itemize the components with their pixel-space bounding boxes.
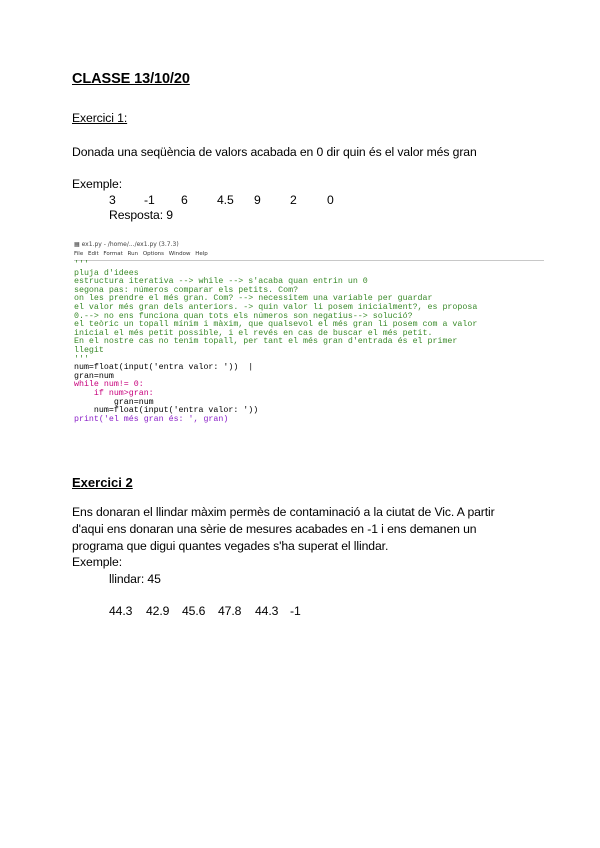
exercise-2-heading: Exercici 2	[72, 475, 133, 490]
code-line: En el nostre cas no tenim topall, per tant el més gran d'entrada és el primer	[74, 337, 458, 347]
exercise-2-value: 44.3	[109, 604, 133, 618]
exercise-2-value: 45.6	[182, 604, 206, 618]
menu-run: Run	[127, 251, 139, 257]
editor-menubar	[74, 251, 208, 259]
exercise-1-value: 0	[327, 193, 334, 207]
code-line: '''	[74, 260, 89, 269]
menu-format: Format	[103, 251, 123, 257]
exercise-1-value: 3	[109, 193, 116, 207]
editor-titlebar	[74, 241, 179, 250]
menu-edit: Edit	[87, 251, 99, 257]
exercise-1-heading: Exercici 1:	[72, 111, 128, 125]
code-line: el teòric un topall mínim i màxim, que qualsevol el més gran li posem com a valor	[74, 320, 478, 330]
page-title: CLASSE 13/10/20	[72, 71, 190, 87]
code-line: estructura iterativa --> while --> s'acaba quan entrin un 0	[74, 277, 368, 287]
exercise-1-value: 2	[290, 193, 297, 207]
code-line: pluja d'idees	[74, 268, 139, 278]
code-line: gran=num	[74, 371, 114, 381]
exercise-2-paragraph-line: programa que digui quantes vegades s'ha superat el llindar.	[72, 539, 389, 553]
exercise-1-answer: Resposta: 9	[109, 208, 173, 222]
menu-file: File	[74, 251, 84, 257]
menu-options: Options	[142, 251, 165, 257]
exercise-2-value: 42.9	[146, 604, 170, 618]
editor-file-icon: ▦	[74, 241, 80, 248]
exercise-2-value: 47.8	[218, 604, 242, 618]
code-line: on les prendre el més gran. Com? --> necessitem una variable per guardar	[74, 294, 433, 304]
exercise-1-value: 4.5	[217, 193, 234, 207]
code-block	[74, 261, 477, 424]
exercise-2-value: 44.3	[255, 604, 279, 618]
exercise-2-paragraph-line: Ens donaran el llindar màxim permès de contaminació a la ciutat de Vic. A partir	[72, 505, 495, 519]
menu-window: Window	[168, 251, 191, 257]
code-line: 0.--> no ens funciona quan tots els números son negatius--> solució?	[74, 311, 413, 321]
code-line: while num!= 0:	[74, 380, 144, 390]
exercise-2-example-label: Exemple:	[72, 555, 123, 569]
code-line: num=float(input('entra valor: ')) |	[74, 363, 254, 373]
code-line: inicial el més petit possible, i el revés en cas de buscar el més petit.	[74, 328, 433, 338]
code-line: el valor més gran dels anteriors. -> quin valor li posem inicialment?, es proposa	[74, 302, 478, 312]
code-line: print('el més gran és: ', gran)	[74, 414, 229, 424]
menu-help: Help	[195, 251, 208, 257]
code-line: '''	[74, 354, 89, 364]
exercise-2-value: -1	[290, 604, 301, 618]
exercise-1-value: 6	[181, 193, 188, 207]
code-line: if num>gran:	[74, 388, 154, 398]
exercise-1-value: 9	[254, 193, 261, 207]
code-line: segona pas: números comparar els petits. Com?	[74, 285, 299, 295]
code-line: llegit	[74, 345, 104, 355]
exercise-1-value: -1	[144, 193, 155, 207]
exercise-1-example-label: Exemple:	[72, 177, 123, 191]
code-editor-screenshot	[74, 241, 544, 446]
editor-title-text: ex1.py - /home/.../ex1.py (3.7.3)	[81, 241, 179, 248]
exercise-2-paragraph-line: d'aqui ens donaran una sèrie de mesures acabades en -1 i ens demanen un	[72, 522, 477, 536]
code-line: num=float(input('entra valor: '))	[74, 406, 259, 416]
exercise-1-statement: Donada una seqüència de valors acabada en 0 dir quin és el valor més gran	[72, 145, 477, 159]
code-line: gran=num	[74, 397, 154, 407]
exercise-2-threshold: llindar: 45	[109, 572, 161, 586]
